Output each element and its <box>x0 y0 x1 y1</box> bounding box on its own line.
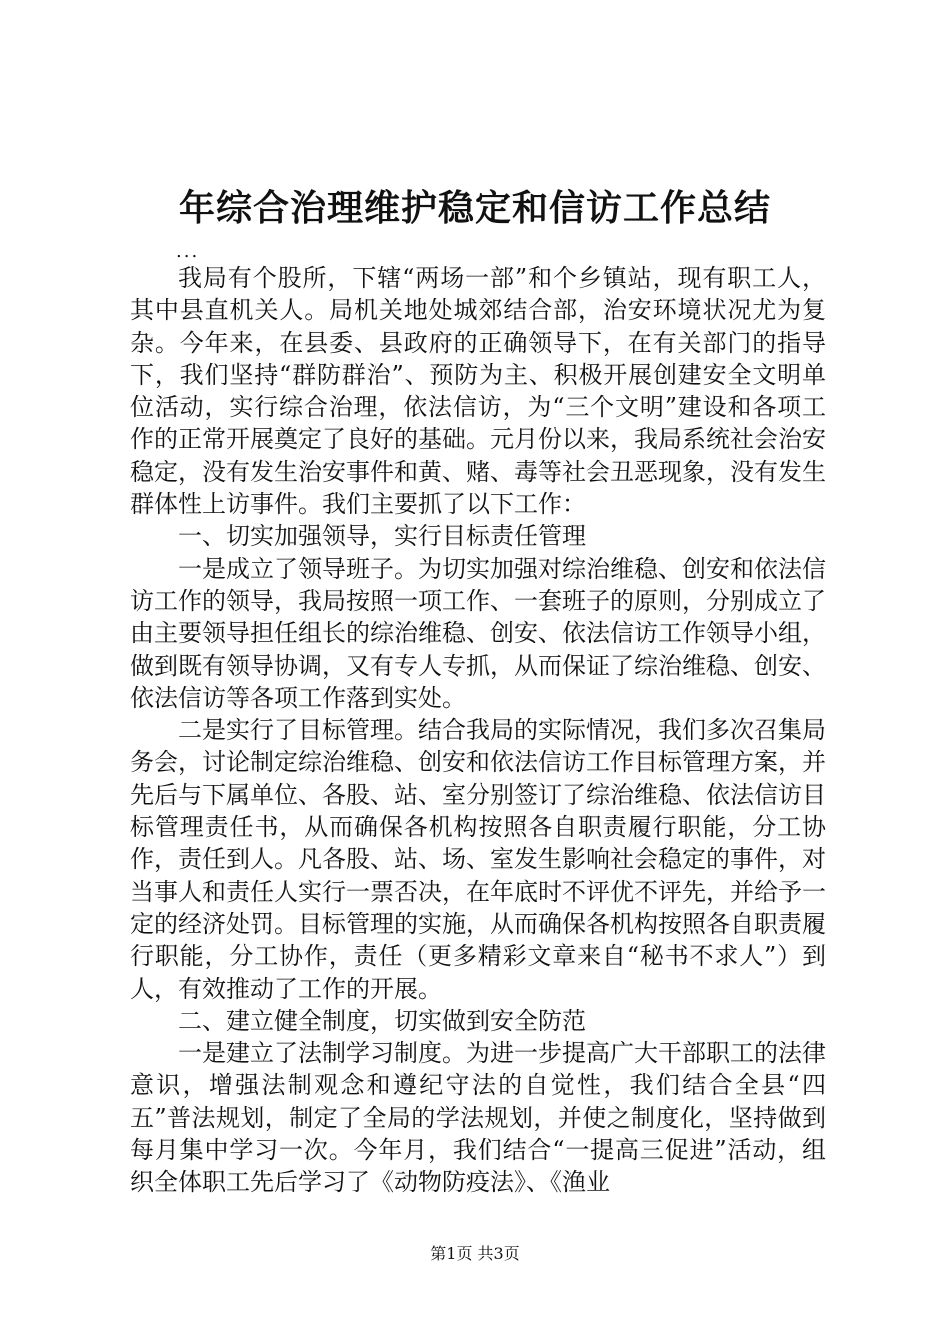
document-title: 年综合治理维护稳定和信访工作总结 <box>178 187 771 229</box>
document-body <box>130 262 826 1199</box>
section-heading-1: 一、切实加强领导，实行目标责任管理 <box>178 522 586 551</box>
paragraph-leadership: 一是成立了领导班子。为切实加强对综治维稳、创安和依法信访工作的领导，我局按照一项工作、一套班子的原则，分别成立了由主要领导担任组长的综治维稳、创安、依法信访工作领导小组，做到既有领导协调，又有专人专抓，从而保证了综治维稳、创安、依法信访等各项工作落到实处。 <box>130 554 826 712</box>
ellipsis-marker: ... <box>176 241 200 262</box>
paragraph-legal-study: 一是建立了法制学习制度。为进一步提高广大干部职工的法律意识，增强法制观念和遵纪守法的自觉性，我们结合全县“四五”普法规划，制定了全局的学法规划，并使之制度化，坚持做到每月集中学习一次。今年月，我们结合“一提高三促进”活动，组织全体职工先后学习了《动物防疫法》、《渔业 <box>130 1039 826 1197</box>
section-heading-2: 二、建立健全制度，切实做到安全防范 <box>178 1006 586 1035</box>
page-number-footer: 第1页 共3页 <box>430 1244 520 1263</box>
paragraph-target-management: 二是实行了目标管理。结合我局的实际情况，我们多次召集局务会，讨论制定综治维稳、创安和依法信访工作目标管理方案，并先后与下属单位、各股、站、室分别签订了综治维稳、依法信访目标管理责任书，从而确保各机构按照各自职责履行职能，分工协作，责任到人。凡各股、站、场、室发生影响社会稳定的事件，对当事人和责任人实行一票否决，在年底时不评优不评先，并给予一定的经济处罚。目标管理的实施，从而确保各机构按照各自职责履行职能，分工协作，责任（更多精彩文章来自“秘书不求人”）到人，有效推动了工作的开展。 <box>130 716 826 1003</box>
paragraph-intro: 我局有个股所，下辖“两场一部”和个乡镇站，现有职工人，其中县直机关人。局机关地处城郊结合部，治安环境状况尤为复杂。今年来，在县委、县政府的正确领导下，在有关部门的指导下，我们坚持“群防群治”、预防为主、积极开展创建安全文明单位活动，实行综合治理，依法信访，为“三个文明”建设和各项工作的正常开展奠定了良好的基础。元月份以来，我局系统社会治安稳定，没有发生治安事件和黄、赌、毒等社会丑恶现象，没有发生群体性上访事件。我们主要抓了以下工作： <box>130 264 826 519</box>
